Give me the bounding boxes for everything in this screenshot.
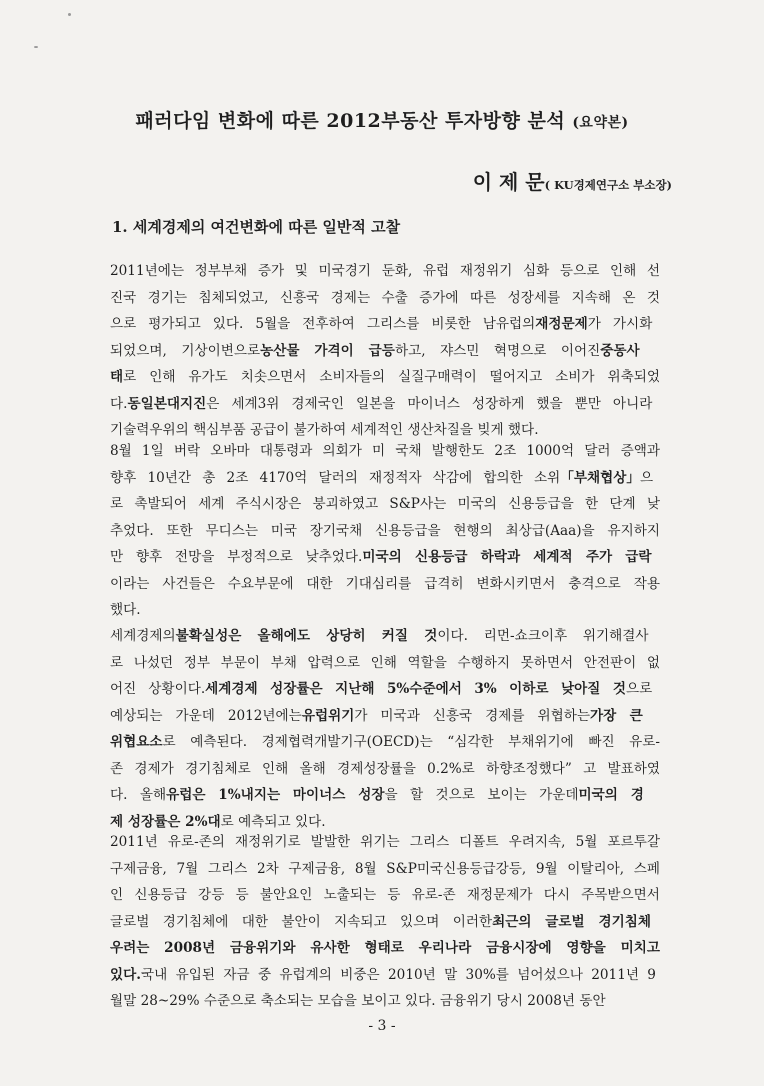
bold-text: 「부채협상」: [560, 469, 640, 486]
body-text: 예상되는 가운데 2012년에는: [110, 707, 302, 724]
text-line: [110, 285, 660, 312]
text-line: [110, 703, 660, 730]
body-text: 로 예측되고 있다.: [220, 813, 326, 830]
author-name: 이 제 문: [472, 170, 545, 194]
paragraph: [110, 829, 660, 1015]
text-line: [110, 311, 660, 338]
text-line: [110, 364, 660, 391]
body-text: 으: [639, 469, 654, 486]
bold-text: 유럽은 1%내지는 마이너스 성장: [166, 787, 385, 803]
body-text: 월말 28~29% 수준으로 축소되는 모습을 보이고 있다. 금융위기 당시 2008년 동안: [110, 993, 606, 1009]
bold-text: 농산물 가격이 급등: [260, 342, 395, 359]
body-text: 은 세계3위 경제국인 일본을 마이너스 성장하게 했을 뿐만 아니라: [206, 395, 653, 412]
title-note: (요약본): [572, 115, 629, 131]
text-line: [110, 829, 660, 856]
body-text: 구제금융, 7월 그리스 2차 구제금융, 8월 S&P미국신용등급강등, 9월 이탈리아, 스페: [110, 860, 661, 877]
body-text: 국내 유입된 자금 중 유럽계의 비중은 2010년 말 30%를 넘어섰으나 2011년 9: [141, 966, 656, 983]
body-text: 을 할 것으로 보이는 가운데: [384, 787, 579, 803]
bold-text: 우려는 2008년 금융위기와 유사한 형태로 우리나라 금융시장에 영향을 미치고: [110, 940, 660, 956]
bold-text: 태: [110, 369, 124, 385]
body-text: 세계경제의: [110, 628, 176, 644]
section-heading: 1. 세계경제의 여건변화에 따른 일반적 고찰: [112, 218, 401, 236]
body-text: 8월 1일 버락 오바마 대통령과 의회가 미 국채 발행한도 2조 1000억 달러 증액과: [110, 443, 661, 459]
bold-text: 동일본대지진: [127, 395, 207, 412]
text-line: [110, 988, 660, 1015]
text-line: [110, 782, 660, 809]
body-text: 가 미국과 신흥국 경제를 위협하는: [354, 707, 590, 724]
body-text: 되었으며, 기상이변으로: [110, 342, 261, 359]
body-text: 2011년 유로-존의 재정위기로 발발한 위기는 그리스 디폴트 우려지속, 5월 포르투갈: [110, 834, 660, 850]
body-text: 로 나섰던 정부 부문이 부채 압력으로 인해 역할을 수행하지 못하면서 안전판이 없: [110, 654, 660, 671]
document-title: [0, 106, 764, 133]
text-line: [110, 729, 660, 756]
body-text: 글로벌 경기침체에 대한 불안이 지속되고 있으며 이러한: [110, 913, 493, 930]
text-line: [110, 571, 660, 598]
body-text: 진국 경기는 침체되었고, 신흥국 경제는 수출 증가에 따른 성장세를 지속해 온 것: [110, 289, 661, 306]
body-text: 로 예측된다. 경제협력개발기구(OECD)는 “심각한 부채위기에 빠진 유로-: [162, 734, 660, 750]
author-affiliation: ( KU경제연구소 부소장): [544, 178, 672, 192]
text-line: [110, 438, 660, 465]
body-text: 추었다. 또한 무디스는 미국 장기국채 신용등급을 현행의 최상급(Aaa)을 유지하지: [110, 522, 660, 539]
body-text: 만 향후 전망을 부정적으로 낮추었다.: [110, 549, 363, 565]
text-line: [110, 465, 660, 492]
scan-speck: [34, 46, 38, 48]
text-line: [110, 676, 660, 703]
text-line: [110, 909, 660, 936]
body-text: 다. 올해: [110, 787, 167, 803]
body-text: 으로 평가되고 있다. 5월을 전후하여 그리스를 비롯한 남유럽의: [110, 316, 536, 332]
body-text: 이라는 사건들은 수요부문에 대한 기대심리를 급격히 변화시키면서 충격으로 작용: [110, 575, 660, 592]
body-text: 다.: [110, 395, 128, 412]
body-text: 했다.: [110, 602, 141, 618]
bold-text: 제 성장률은 2%대: [110, 813, 221, 830]
paragraph: [110, 623, 660, 835]
scan-speck: [68, 13, 71, 16]
body-text: 으로: [625, 681, 653, 697]
text-line: [110, 258, 660, 285]
body-text: 로 인해 유가도 치솟으면서 소비자들의 실질구매력이 떨어지고 소비가 위축되었: [123, 369, 661, 385]
text-line: [110, 544, 660, 571]
bold-text: 재정문제: [535, 316, 588, 332]
bold-text: 유럽위기: [301, 707, 355, 724]
text-line: [110, 935, 660, 962]
body-text: 이다. 리먼-쇼크이후 위기해결사: [437, 628, 649, 644]
bold-text: 중동사: [600, 342, 640, 359]
bold-text: 가장 큰: [590, 707, 643, 724]
body-text: 기술력우위의 핵심부품 공급이 불가하여 세계적인 생산차질을 빚게 했다.: [110, 422, 539, 438]
body-text: 향후 10년간 총 2조 4170억 달러의 재정적자 삭감에 합의한 소위: [110, 469, 561, 486]
text-line: [110, 491, 660, 518]
title-main: 패러다임 변화에 따른 2012부동산 투자방향 분석: [135, 110, 566, 132]
body-text: 어진 상황이다.: [110, 681, 206, 697]
bold-text: 위협요소: [110, 734, 163, 750]
bold-text: 미국의 경: [578, 787, 644, 803]
body-text: 2011년에는 정부부채 증가 및 미국경기 둔화, 유럽 재정위기 심화 등으로 인해 선: [110, 263, 661, 279]
text-line: [110, 882, 660, 909]
text-line: [110, 962, 660, 989]
bold-text: 세계경제 성장률은 지난해 5%수준에서 3% 이하로 낮아질 것: [205, 681, 626, 697]
body-text: 로 촉발되어 세계 주식시장은 붕괴하였고 S&P사는 미국의 신용등급을 한 단계 낮: [110, 496, 660, 512]
body-text: 존 경제가 경기침체로 인해 올해 경제성장률을 0.2%로 하향조정했다” 고 발표하였: [110, 760, 661, 777]
body-text: 인 신용등급 강등 등 불안요인 노출되는 등 유로-존 재정문제가 다시 주목받으면서: [110, 887, 660, 903]
body-text: 하고, 쟈스민 혁명으로 이어진: [394, 342, 601, 359]
text-line: [110, 650, 660, 677]
text-line: [110, 518, 660, 545]
text-line: [110, 391, 660, 418]
text-line: [110, 856, 660, 883]
bold-text: 최근의 글로벌 경기침체: [492, 913, 651, 930]
bold-text: 불확실성은 올해에도 상당히 커질 것: [175, 628, 438, 644]
text-line: [110, 338, 660, 365]
text-line: [110, 623, 660, 650]
body-text: 가 가시화: [587, 316, 653, 332]
page-number: - 3 -: [368, 1018, 396, 1034]
text-line: [110, 597, 660, 624]
author-line: [473, 166, 672, 195]
bold-text: 미국의 신용등급 하락과 세계적 주가 급락: [362, 549, 652, 565]
text-line: [110, 756, 660, 783]
bold-text: 있다.: [110, 966, 141, 983]
paragraph: [110, 438, 660, 624]
paragraph: [110, 258, 660, 444]
